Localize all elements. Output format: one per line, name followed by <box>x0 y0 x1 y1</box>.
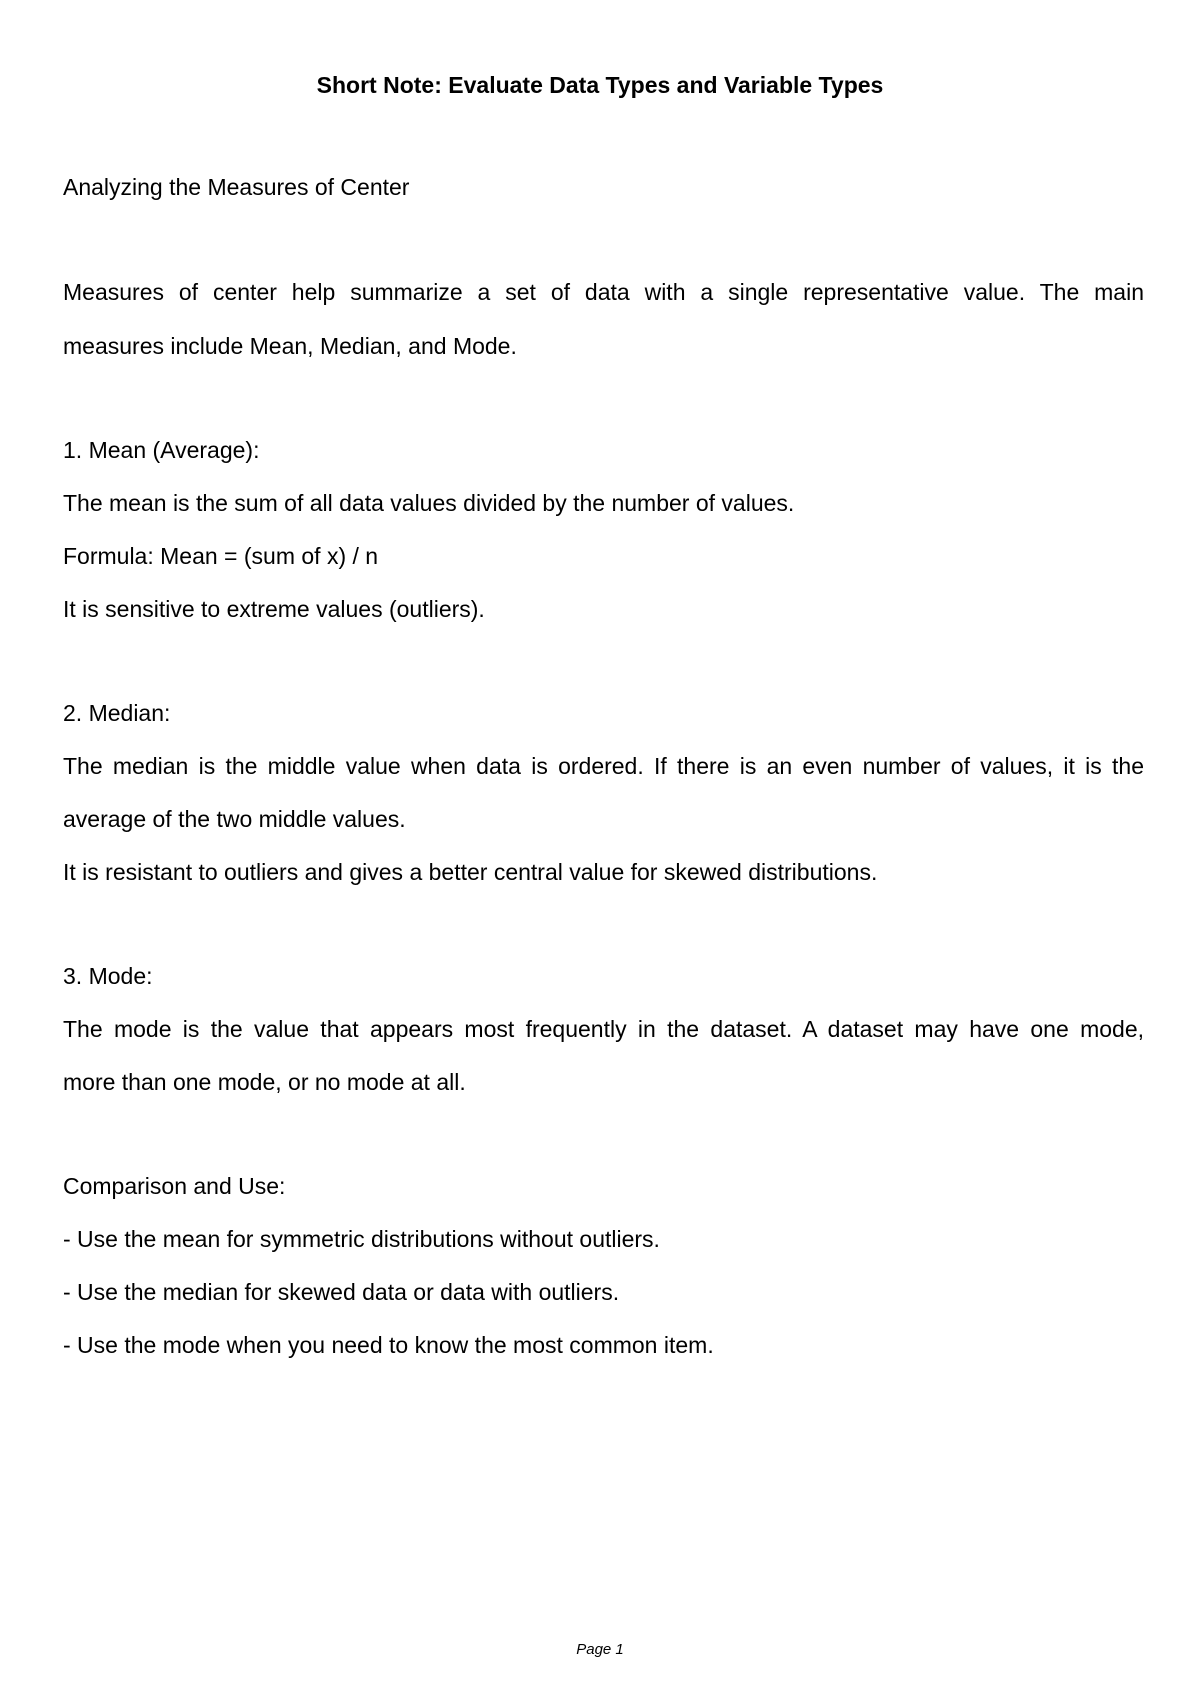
section-heading: Analyzing the Measures of Center <box>63 174 410 200</box>
median-line-2: average of the two middle values. <box>63 806 406 832</box>
mode-line-2: more than one mode, or no mode at all. <box>63 1069 466 1095</box>
page-number: Page 1 <box>576 1641 624 1658</box>
comparison-item: - Use the mean for symmetric distributions without outliers. <box>63 1226 660 1252</box>
median-heading: 2. Median: <box>63 700 171 726</box>
mode-line-1: The mode is the value that appears most frequently in the dataset. A dataset may have one mode, <box>63 1016 1144 1042</box>
comparison-item: - Use the mode when you need to know the most common item. <box>63 1332 714 1358</box>
mode-heading: 3. Mode: <box>63 963 153 989</box>
median-line-3: It is resistant to outliers and gives a better central value for skewed distributions. <box>63 859 878 885</box>
comparison-item: - Use the median for skewed data or data with outliers. <box>63 1279 620 1305</box>
mean-line-1: The mean is the sum of all data values divided by the number of values. <box>63 490 795 516</box>
comparison-heading: Comparison and Use: <box>63 1173 286 1199</box>
mean-formula: Formula: Mean = (sum of x) / n <box>63 543 379 569</box>
mean-heading: 1. Mean (Average): <box>63 437 260 463</box>
mean-line-3: It is sensitive to extreme values (outliers). <box>63 596 485 622</box>
intro-line-2: measures include Mean, Median, and Mode. <box>63 333 517 359</box>
intro-line-1: Measures of center help summarize a set of data with a single representative value. The main <box>63 279 1144 305</box>
median-line-1: The median is the middle value when data is ordered. If there is an even number of values, it is the <box>63 753 1144 779</box>
document-title: Short Note: Evaluate Data Types and Variable Types <box>316 72 884 98</box>
